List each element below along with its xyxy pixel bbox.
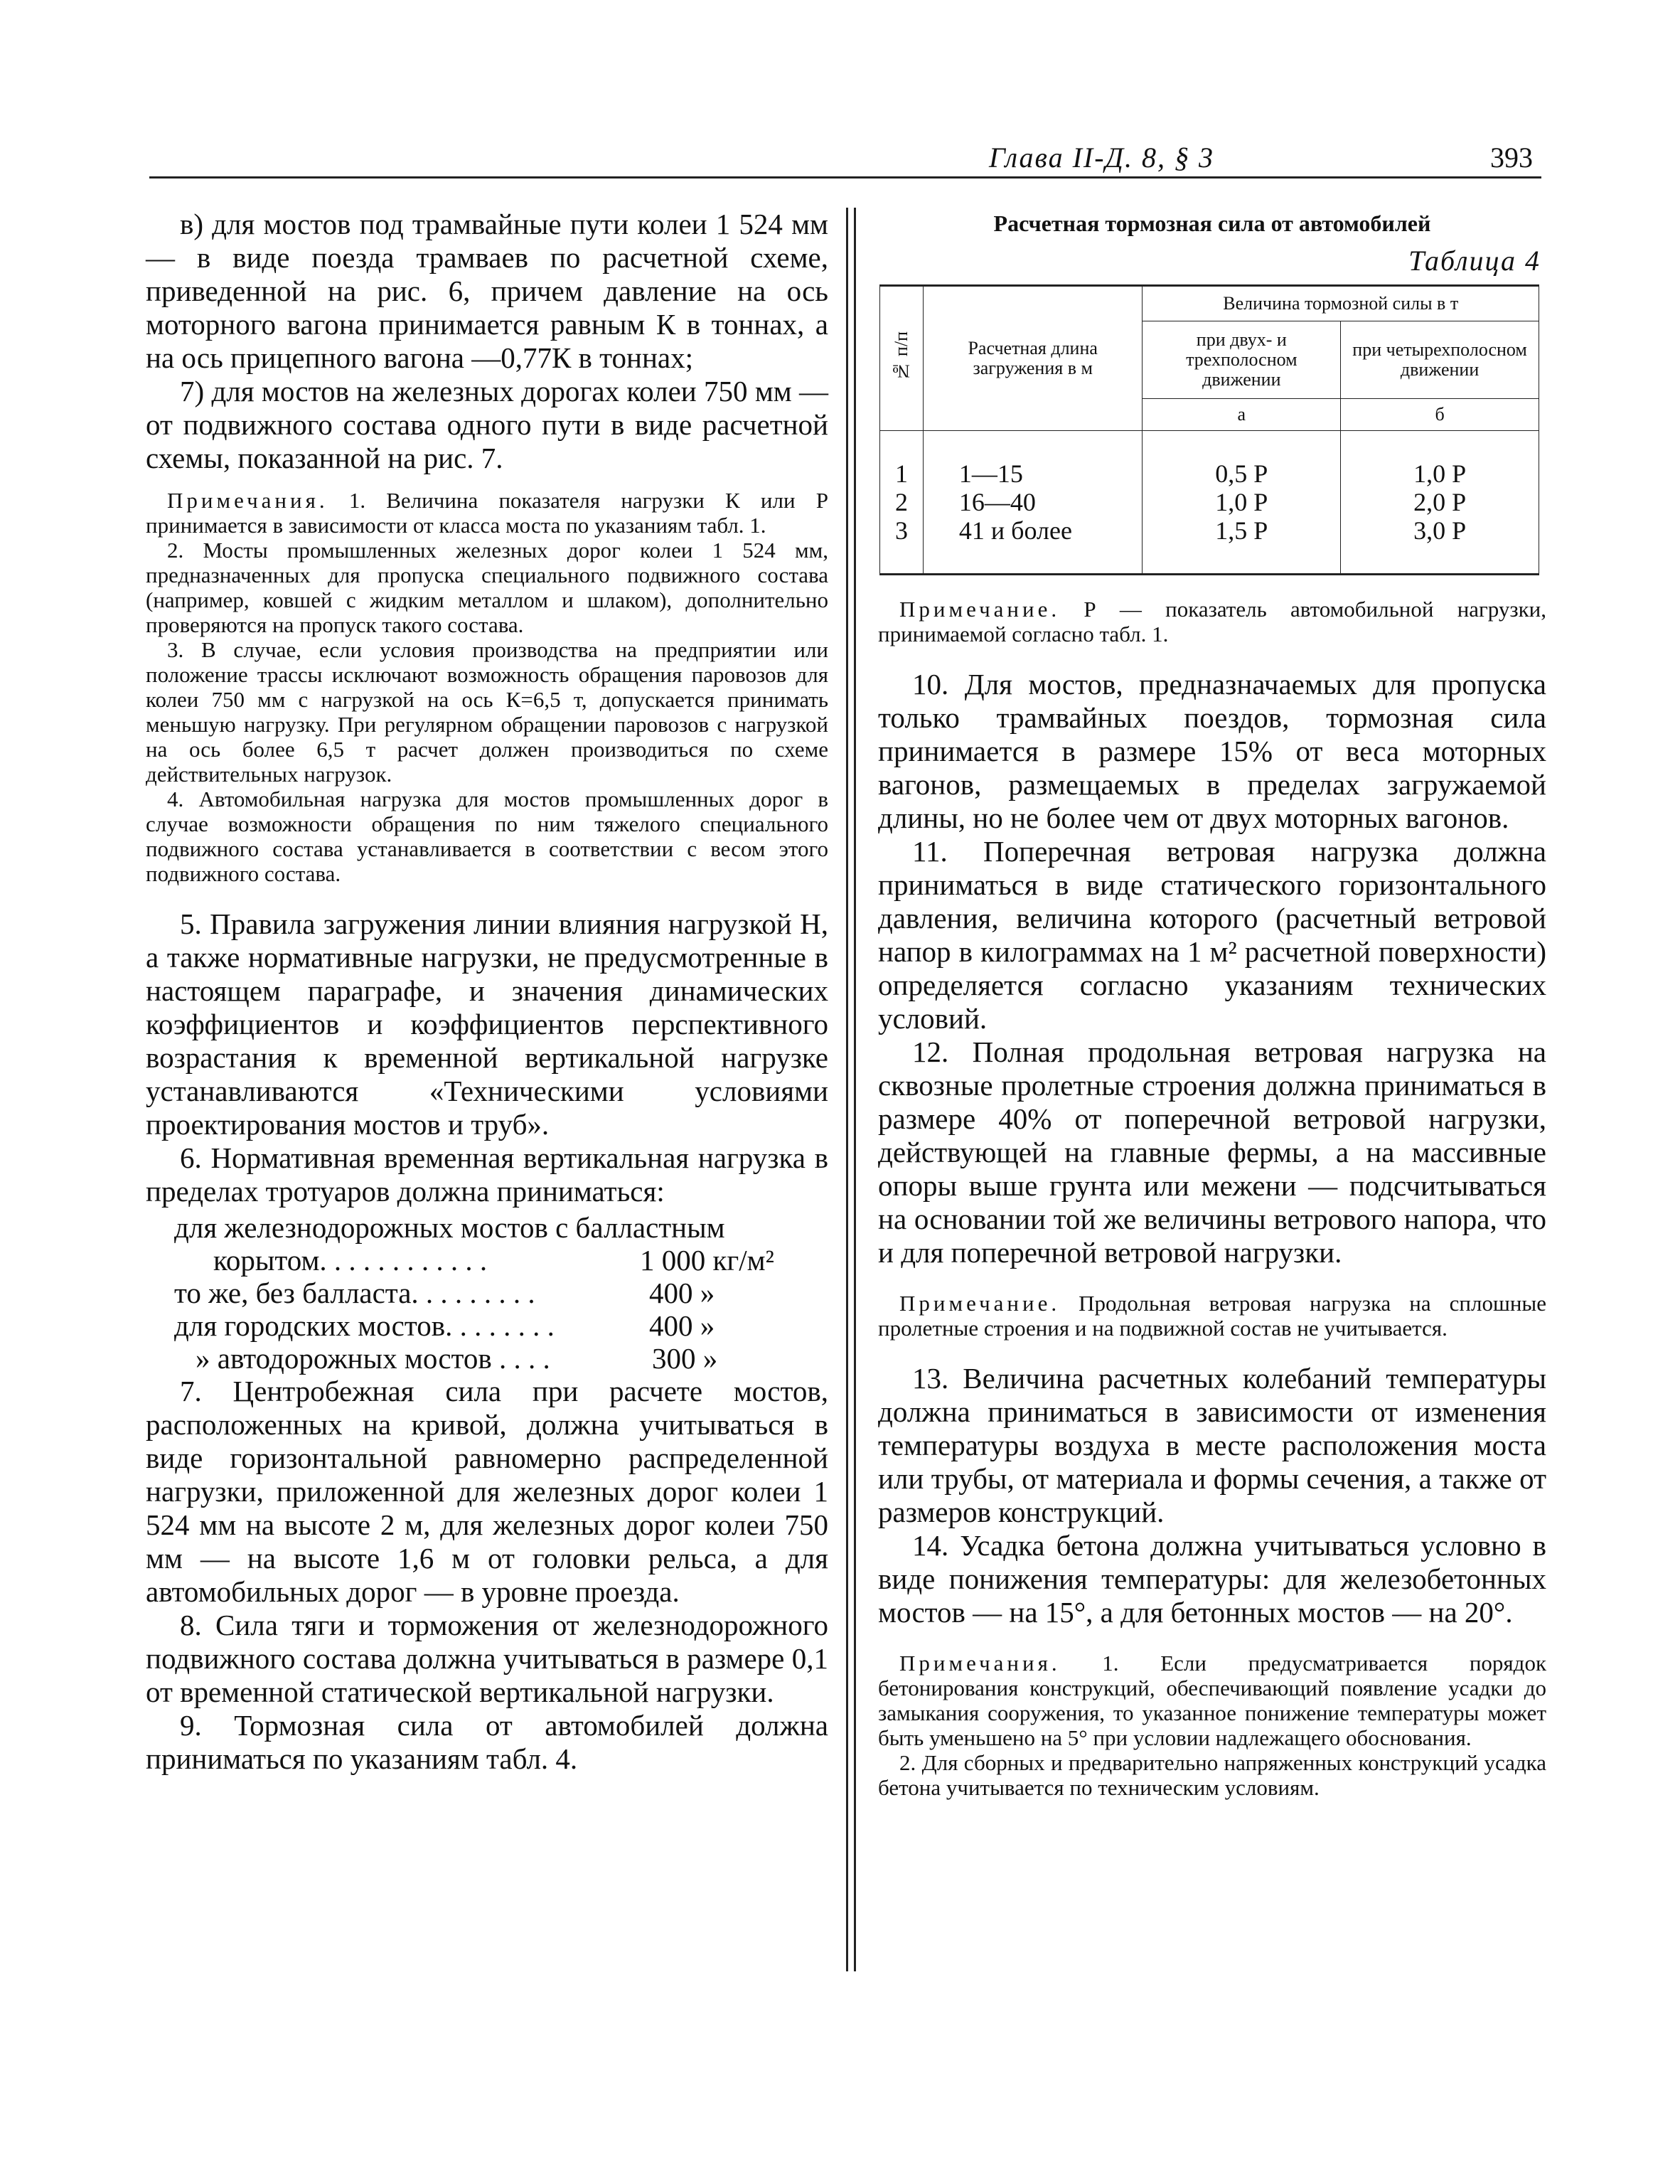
note-4: 4. Автомобильная нагрузка для мостов промышленных дорог в случае возможности обращения по ним тяжелого специального подвижного состава устанавливается в соответствии с весом этого подвижного состава. [146,787,828,886]
table-note-heading: Примечание. [899,597,1061,622]
cell-length: 1—15 [923,431,1143,489]
load-label: для железнодорожных мостов с балластным [174,1211,725,1244]
load-row [174,1277,828,1309]
load-label: корытом. . . . . . . . . . . . [213,1244,488,1277]
table-number: Таблица 4 [1408,245,1541,277]
paragraph-9: 9. Тормозная сила от автомобилей должна приниматься по указаниям табл. 4. [146,1709,828,1775]
load-row [174,1342,828,1375]
paragraph-8: 8. Сила тяги и торможения от железнодорожного подвижного состава должна учитываться в размере 0,1 от временной статической вертикальной нагрузки. [146,1609,828,1708]
paragraph-6: 6. Нормативная временная вертикальная нагрузка в пределах тротуаров должна приниматься: [146,1141,828,1208]
header-length: Расчетная длина загружения в м [923,286,1143,431]
note-1 [146,488,828,538]
table-note-text: Р — показатель автомобильной нагрузки, принимаемой согласно табл. 1. [878,597,1546,646]
header-col-a: при двух- и трехполосном движении [1143,321,1341,399]
cell-a: 1,5 Р [1143,516,1341,575]
load-value: 400 » [649,1277,715,1309]
load-row [174,1211,828,1244]
load-value: 400 » [649,1309,715,1342]
table-row [880,488,1539,516]
cell-b: 2,0 Р [1341,488,1539,516]
table-row [880,516,1539,575]
header-col-b: при четырехполосном движении [1341,321,1539,399]
note-2: 2. Мосты промышленных железных дорог колеи 1 524 мм, предназначенных для пропуска специального подвижного состава (например, ковшей с жидким металлом и шлаком), дополнительно проверяются на пропуск такого состава. [146,538,828,637]
note-1-text: 1. Величина показателя нагрузки К или Р принимается в зависимости от класса моста по указаниям табл. 1. [146,488,828,538]
paragraph-11: 11. Поперечная ветровая нагрузка должна приниматься в виде статического горизонтального давления, величина которого (расчетный ветровой напор в килограммах на 1 м² расчетной поверхности) определяется согласно указаниям технических условий. [878,835,1546,1035]
note-3: 3. В случае, если условия производства на предприятии или положение трассы исключают возможность обращения паровозов для колеи 750 мм с нагрузкой на ось К=6,5 т, допускается принимать меньшую нагрузку. При регулярном обращении паровозов с нагрузкой на ось более 6,5 т расчет должен производиться по схеме действительных нагрузок. [146,637,828,787]
load-label: » автодорожных мостов . . . . [196,1342,550,1375]
chapter-reference: Глава II-Д. 8, § 3 [988,142,1214,174]
cell-length: 16—40 [923,488,1143,516]
cell-no: 1 [880,431,924,489]
table-row [880,431,1539,489]
note-14-1 [878,1651,1546,1750]
cell-a: 0,5 Р [1143,431,1341,489]
load-row [174,1309,828,1342]
paragraph-10: 10. Для мостов, предназначаемых для пропуска только трамвайных поездов, тормозная сила принимается в размере 15% от веса моторных вагонов, размещаемых в пределах загружаемой длины, но не более чем от двух моторных вагонов. [878,668,1546,834]
table-header-row [880,286,1539,321]
load-row [174,1244,828,1277]
cell-no: 2 [880,488,924,516]
header-sub-a: а [1143,399,1341,431]
sidewalk-loads-list [146,1211,828,1375]
paragraph-12: 12. Полная продольная ветровая нагрузка на сквозные пролетные строения должна приниматься в размере 40% от поперечной ветровой нагрузки, действующей на главные фермы, а на массивные опоры выше грунта или межени — подсчитываться на основании той же величины ветрового напора, что и для поперечной ветровой нагрузки. [878,1035,1546,1269]
header-sub-b: б [1341,399,1539,431]
page-number: 393 [1490,142,1533,174]
item-7: 7) для мостов на железных дорогах колеи 750 мм — от подвижного состава одного пути в виде расчетной схемы, показанной на рис. 7. [146,375,828,474]
note-12-text: Продольная ветровая нагрузка на сплошные пролетные строения и на подвижной состав не учитывается. [878,1291,1547,1341]
right-column [878,208,1546,1800]
note-12 [878,1291,1546,1341]
load-label: то же, без балласта. . . . . . . . . [174,1277,535,1309]
running-header [149,141,1541,176]
cell-length: 41 и более [923,516,1143,575]
header-group: Величина тормозной силы в т [1143,286,1539,321]
table-title: Расчетная тормозная сила от автомобилей [993,211,1431,236]
note-12-heading: Примечание. [899,1291,1061,1316]
brake-force-table [879,284,1539,575]
cell-a: 1,0 Р [1143,488,1341,516]
note-14-1-text: 1. Если предусматривается порядок бетонирования конструкций, обеспечивающий появление усадки до замыкания сооружения, то указанное понижение температуры может быть уменьшено на 5° при условии надлежащего обоснования. [878,1651,1547,1750]
load-label: для городских мостов. . . . . . . . [174,1309,555,1342]
note-14-2: 2. Для сборных и предварительно напряженных конструкций усадка бетона учитывается по техническим условиям. [878,1750,1546,1800]
paragraph-7: 7. Центробежная сила при расчете мостов, расположенных на кривой, должна учитываться в виде горизонтальной равномерно распределенной нагрузки, приложенной для железных дорог колеи 1 524 мм на высоте 2 м, для железных дорог колеи 750 мм — на высоте 1,6 м от головки рельса, а для автомобильных дорог — в уровне проезда. [146,1375,828,1608]
load-value: 300 » [652,1342,718,1375]
item-v: в) для мостов под трамвайные пути колеи 1 524 мм — в виде поезда трамваев по расчетной схеме, приведенной на рис. 6, причем давление на ось моторного вагона принимается равным К в тоннах, а на ось прицепного вагона —0,77К в тоннах; [146,208,828,374]
left-column [146,208,828,1776]
notes-14-heading: Примечания. [899,1651,1061,1676]
paragraph-14: 14. Усадка бетона должна учитываться условно в виде понижения температуры: для железобетонных мостов — на 15°, а для бетонных мостов — на 20°. [878,1529,1546,1629]
column-divider [846,208,856,1971]
cell-no: 3 [880,516,924,575]
paragraph-5: 5. Правила загружения линии влияния нагрузкой Н, а также нормативные нагрузки, не предусмотренные в настоящем параграфе, и значения динамических коэффициентов и коэффициентов перспективного возрастания к временной вертикальной нагрузке устанавливаются «Техническими условиями проектирования мостов и труб». [146,907,828,1141]
notes-heading: Примечания. [167,488,328,513]
cell-b: 1,0 Р [1341,431,1539,489]
load-value: 1 000 кг/м² [640,1244,774,1277]
header-number: № п/п [880,286,924,431]
table-note [878,597,1546,646]
cell-b: 3,0 Р [1341,516,1539,575]
paragraph-13: 13. Величина расчетных колебаний температуры должна приниматься в зависимости от изменения температуры воздуха в месте расположения моста или трубы, от материала и формы сечения, а также от размеров конструкций. [878,1362,1546,1528]
header-rule [149,176,1541,179]
